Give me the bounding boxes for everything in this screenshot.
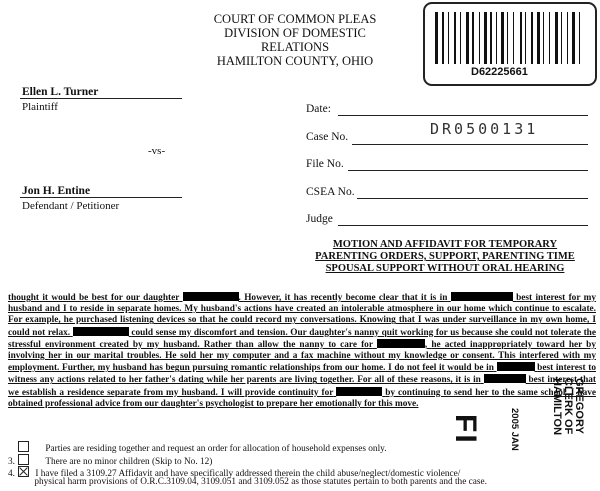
affidavit-text: . However, it has recently become clear that it is in xyxy=(238,293,448,303)
barcode-bar xyxy=(450,12,453,64)
barcode-bar xyxy=(494,12,495,64)
barcode-bar xyxy=(490,12,492,64)
barcode-bar xyxy=(462,12,464,64)
redaction-box xyxy=(484,374,526,383)
barcode-bar xyxy=(513,12,514,64)
csea-number-label: CSEA No. xyxy=(306,186,355,198)
list-item xyxy=(8,441,468,455)
barcode-bar xyxy=(561,12,562,64)
barcode-bar xyxy=(582,12,584,64)
file-number-field[interactable] xyxy=(348,170,588,171)
item-number: 3. xyxy=(8,457,15,467)
barcode-bar xyxy=(488,12,489,64)
barcode-bar xyxy=(572,12,575,64)
barcode-bar xyxy=(448,12,449,64)
barcode-bar xyxy=(551,12,553,64)
clerk-stamp-line2: CLERK OF xyxy=(562,378,574,435)
barcode-number: D62225661 xyxy=(471,66,528,78)
item-text: There are no minor children (Skip to No. 12) xyxy=(45,457,213,467)
barcode-bar xyxy=(579,12,580,64)
case-number-label: Case No. xyxy=(306,131,349,143)
barcode-bar xyxy=(458,12,459,64)
barcode-bar xyxy=(523,12,524,64)
clerk-stamp xyxy=(551,378,584,435)
item-text: I have filed a 3109.27 Affidavit and have specifically addressed therein the child abuse/neglect/domestic violence/ xyxy=(35,469,461,479)
barcode-bar xyxy=(498,12,500,64)
court-header xyxy=(190,12,400,68)
barcode-bar xyxy=(546,12,548,64)
barcode-bar xyxy=(501,12,504,64)
barcode-bar xyxy=(479,12,480,64)
barcode-bar xyxy=(472,12,474,64)
barcode-bar xyxy=(484,12,487,64)
affidavit-text: thought it would be best for our daughter xyxy=(8,293,180,303)
redaction-box xyxy=(336,387,382,396)
affidavit-text: could sense my discomfort and tension. Our daughter's nanny quit working for us because she could not tolerate the stressful environment created by my husband. Rather than allow the nanny to care for xyxy=(8,327,596,350)
barcode-bar xyxy=(549,12,550,64)
list-item xyxy=(8,477,568,488)
redaction-box xyxy=(73,327,129,336)
barcode-bar xyxy=(466,12,469,64)
barcode-bar xyxy=(569,12,570,64)
redaction-box xyxy=(183,292,239,301)
barcode-bar xyxy=(520,12,522,64)
barcode-bar xyxy=(496,12,497,64)
clerk-stamp-line1: GREGORY xyxy=(573,378,585,434)
redaction-box xyxy=(377,339,425,348)
barcode-bar xyxy=(460,12,461,64)
motion-title-line1: MOTION AND AFFIDAVIT FOR TEMPORARY xyxy=(332,239,558,250)
barcode-bar xyxy=(454,12,456,64)
date-label: Date: xyxy=(306,103,331,115)
checkbox-checked[interactable] xyxy=(18,466,29,477)
barcode-bar xyxy=(515,12,518,64)
barcode-bar xyxy=(555,12,558,64)
clerk-stamp-line3: HAMILTON xyxy=(551,378,563,436)
barcode-bar xyxy=(543,12,544,64)
barcode-bar xyxy=(440,12,441,64)
court-name: COURT OF COMMON PLEAS xyxy=(213,12,377,26)
item-text: Parties are residing together and request an order for allocation of household expenses only. xyxy=(45,444,387,454)
barcode-bar xyxy=(537,12,540,64)
case-number-value: DR0500131 xyxy=(430,120,539,138)
barcode-bar xyxy=(435,12,438,64)
barcode-bar xyxy=(564,12,566,64)
item-number: 4. xyxy=(8,469,15,479)
checkbox[interactable] xyxy=(18,454,29,465)
affidavit-text: best interest to witness any actions related to her father's dating while her parents are living together. For all of these reasons, it is in xyxy=(8,363,596,386)
court-county: HAMILTON COUNTY, OHIO xyxy=(216,54,374,68)
redaction-box xyxy=(497,362,535,371)
plaintiff-name: Ellen L. Turner xyxy=(22,86,99,98)
motion-title xyxy=(300,239,590,275)
barcode-bar xyxy=(510,12,512,64)
motion-title-line3: SPOUSAL SUPPORT WITHOUT ORAL HEARING xyxy=(325,263,565,274)
versus-label: -vs- xyxy=(148,145,166,157)
csea-number-field[interactable] xyxy=(357,198,588,199)
barcode-bar xyxy=(507,12,508,64)
checkbox[interactable] xyxy=(18,441,29,452)
judge-field[interactable] xyxy=(338,225,588,226)
barcode-bar xyxy=(445,12,446,64)
date-field[interactable] xyxy=(338,115,588,116)
affidavit-paragraph: thought it would be best for our daughter . However, it has recently become clear that it is in best interest for my husband and I to reside in separate homes. My husband's actions have created an intolerable atmosphere in our home which continue to escalate. For example, he purchased listening devices so that he could record my conversations. Knowing that I was under surveillance in my own home, I could not relax. could sense my discomfort and tension. Our daughter's nanny quit working for us because she could not tolerate the stressful environment created by my husband. Rather than allow the nanny to care for , he acted inappropriately toward her by involving her in our marital troubles. He sold her my computer and a fax machine without my knowledge or consent. This interfered with my employment. Further, my husband has begun pursuing romantic relationships from our home. I do not feel it would be in best interest to witness any actions related to her father's dating while her parents are living together. For all of these reasons, it is in best interest that we establish a residence separate from my husband. I will provide continuity for by continuing to send her to the same school. I have obtained professional advice from our daughter's psychologist to prepare her emotionally for this move. xyxy=(8,293,597,409)
affidavit-text: by continuing to send her to the same school. I have obtained professional advice from our daughter's psychologist to prepare her emotionally for this move. xyxy=(8,387,596,409)
court-division: DIVISION OF DOMESTIC RELATIONS xyxy=(224,26,366,54)
item-text: physical harm provisions of O.R.C.3109.04, 3109.051 and 3109.052 as those statutes pertain to both parents and the case. xyxy=(34,477,487,487)
file-number-label: File No. xyxy=(306,158,344,170)
barcode-bar xyxy=(576,12,578,64)
barcode xyxy=(435,12,585,64)
affidavit-text: best interest for my husband and I to reside in separate homes. My husband's actions have created an intolerable atmosphere in our home which continue to escalate. For example, he purchased listening devices so that he could record my conversations. Knowing that I was under surveillance in my own home, I could not relax. xyxy=(8,293,597,338)
barcode-bar xyxy=(476,12,478,64)
filed-date-stamp: 2005 JAN xyxy=(509,408,520,451)
barcode-bar xyxy=(528,12,530,64)
barcode-bar xyxy=(531,12,533,64)
barcode-bar xyxy=(559,12,560,64)
barcode-bar xyxy=(481,12,482,64)
affidavit-text: he acted inappropriately toward her by involving her in our marital troubles. He sold her my computer and a fax machine without my knowledge or consent. This interfered with my employment. Further, my husband has begun pursuing romantic relationships from our home. I do not feel it would be in xyxy=(8,339,597,374)
defendant-rule xyxy=(20,197,182,198)
barcode-bar xyxy=(470,12,471,64)
barcode-bar xyxy=(525,12,526,64)
barcode-label xyxy=(423,2,597,86)
filed-stamp: FI xyxy=(449,414,482,445)
barcode-bar xyxy=(541,12,542,64)
defendant-name: Jon H. Entine xyxy=(22,185,91,197)
plaintiff-rule xyxy=(20,98,182,99)
barcode-bar xyxy=(442,12,444,64)
affidavit-text: best interest that we establish a residence separate from my husband. I will provide continuity for xyxy=(8,375,596,398)
barcode-bar xyxy=(567,12,568,64)
case-number-field[interactable] xyxy=(352,144,588,145)
barcode-bar xyxy=(534,12,535,64)
defendant-role: Defendant / Petitioner xyxy=(22,200,120,212)
plaintiff-role: Plaintiff xyxy=(22,101,58,113)
motion-title-line2: PARENTING ORDERS, SUPPORT, PARENTING TIME xyxy=(315,251,575,262)
barcode-bar xyxy=(505,12,506,64)
redaction-box xyxy=(451,292,513,301)
judge-label: Judge xyxy=(306,213,333,225)
